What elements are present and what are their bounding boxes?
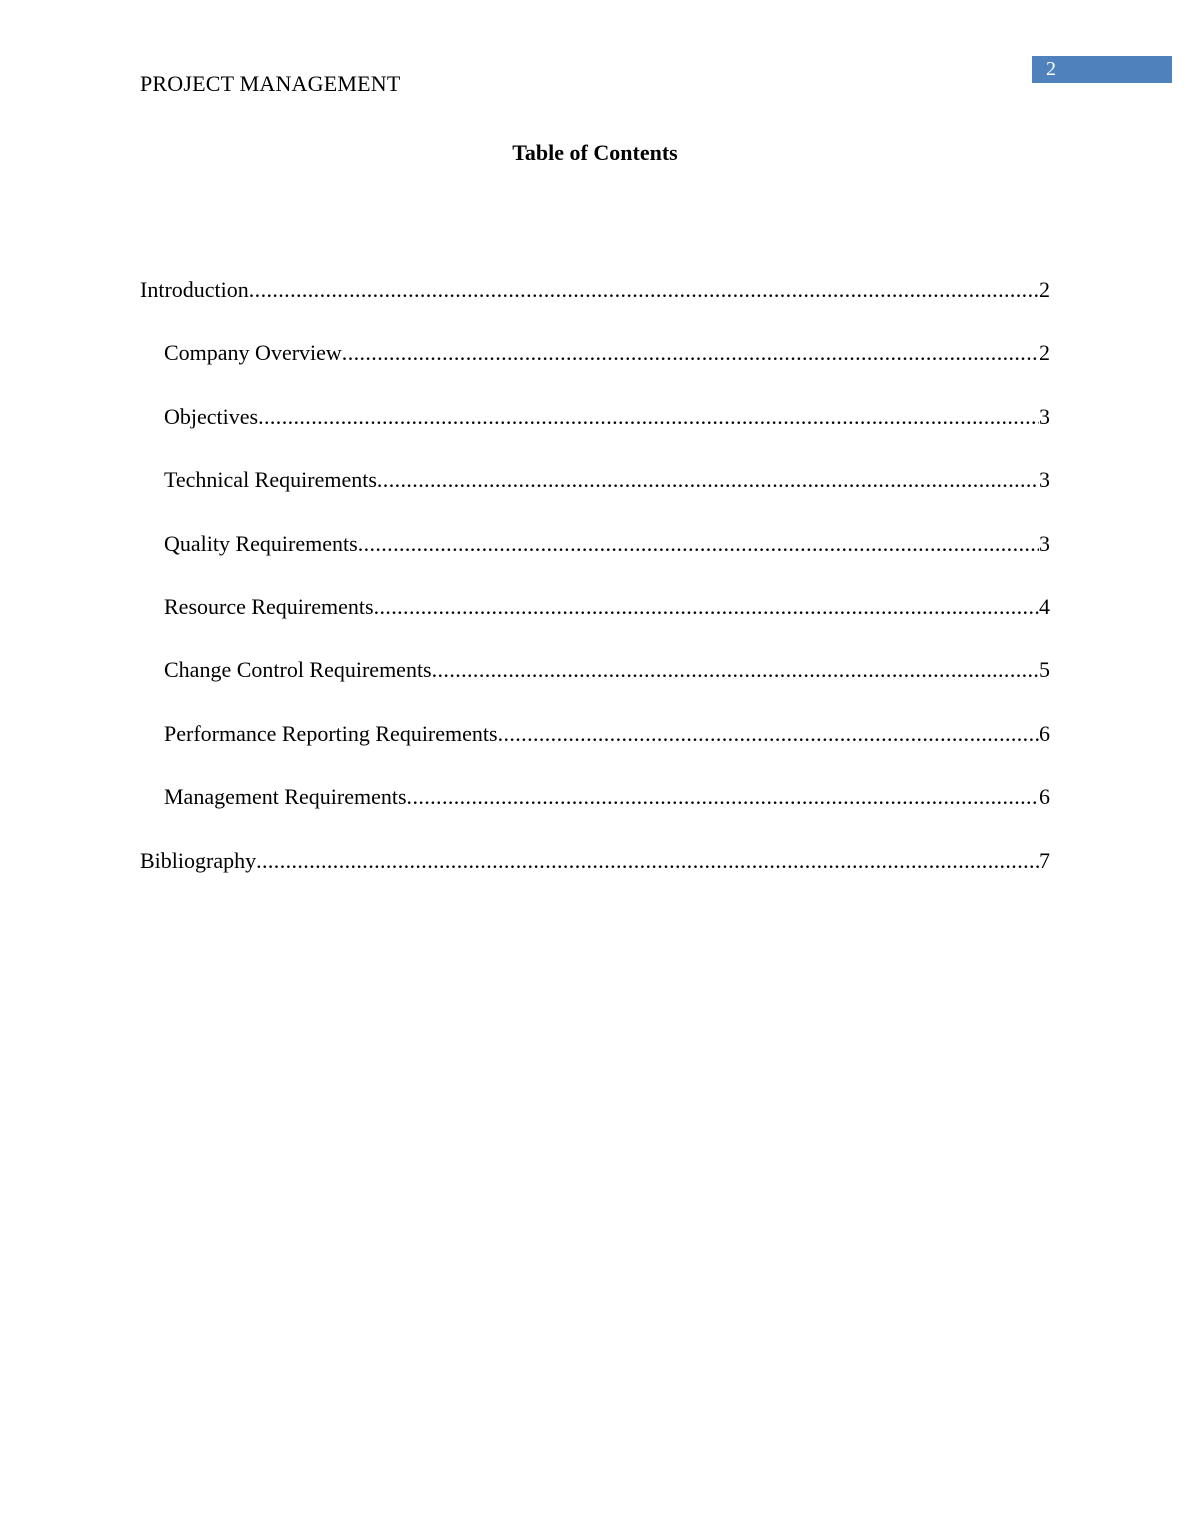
running-head: PROJECT MANAGEMENT bbox=[140, 71, 401, 96]
toc-entry-company-overview[interactable] bbox=[140, 340, 1050, 403]
toc-entry-introduction[interactable] bbox=[140, 277, 1050, 340]
toc-entry-page: 3 bbox=[1039, 403, 1050, 429]
toc-entry-objectives[interactable] bbox=[140, 404, 1050, 467]
toc-entry-quality-requirements[interactable] bbox=[140, 531, 1050, 594]
toc-dot-leader bbox=[249, 277, 1039, 303]
toc-entry-page: 7 bbox=[1039, 847, 1050, 873]
toc-dot-leader bbox=[256, 848, 1039, 874]
page-number-badge bbox=[1032, 56, 1172, 83]
toc-entry-label: Resource Requirements bbox=[164, 593, 374, 619]
toc-dot-leader bbox=[342, 340, 1039, 366]
toc-entry-label: Technical Requirements bbox=[164, 467, 377, 493]
toc-entry-label: Bibliography bbox=[140, 847, 257, 873]
toc-entry-label: Performance Reporting Requirements bbox=[164, 720, 498, 746]
toc-dot-leader bbox=[358, 531, 1039, 557]
toc-entry-label: Management Requirements bbox=[164, 784, 407, 810]
toc-entry-performance-reporting-requirements[interactable] bbox=[140, 721, 1050, 784]
toc-entry-page: 2 bbox=[1039, 340, 1050, 366]
toc-entry-page: 6 bbox=[1039, 720, 1050, 746]
toc-entry-label: Objectives bbox=[164, 403, 259, 429]
toc-dot-leader bbox=[374, 594, 1039, 620]
toc-dot-leader bbox=[498, 721, 1039, 747]
toc-entry-label: Quality Requirements bbox=[164, 530, 358, 556]
toc-entry-page: 5 bbox=[1039, 657, 1050, 683]
toc-dot-leader bbox=[258, 404, 1039, 430]
toc-entry-page: 6 bbox=[1039, 784, 1050, 810]
toc-entry-resource-requirements[interactable] bbox=[140, 594, 1050, 657]
toc-entry-page: 4 bbox=[1039, 593, 1050, 619]
toc-entry-label: Introduction bbox=[140, 277, 249, 302]
toc-entry-page: 2 bbox=[1039, 277, 1050, 302]
toc-entry-label: Change Control Requirements bbox=[164, 657, 432, 683]
toc-entry-change-control-requirements[interactable] bbox=[140, 657, 1050, 720]
toc-dot-leader bbox=[407, 784, 1039, 810]
toc-entry-bibliography[interactable] bbox=[140, 848, 1050, 911]
toc-entry-label: Company Overview bbox=[164, 340, 342, 366]
toc-title: Table of Contents bbox=[512, 140, 678, 165]
toc-entry-page: 3 bbox=[1039, 467, 1050, 493]
toc-dot-leader bbox=[377, 467, 1039, 493]
toc-entry-technical-requirements[interactable] bbox=[140, 467, 1050, 530]
toc-entry-page: 3 bbox=[1039, 530, 1050, 556]
page-number: 2 bbox=[1046, 58, 1056, 80]
toc-dot-leader bbox=[432, 657, 1039, 683]
toc-entry-management-requirements[interactable] bbox=[140, 784, 1050, 847]
toc-list bbox=[140, 277, 1050, 911]
